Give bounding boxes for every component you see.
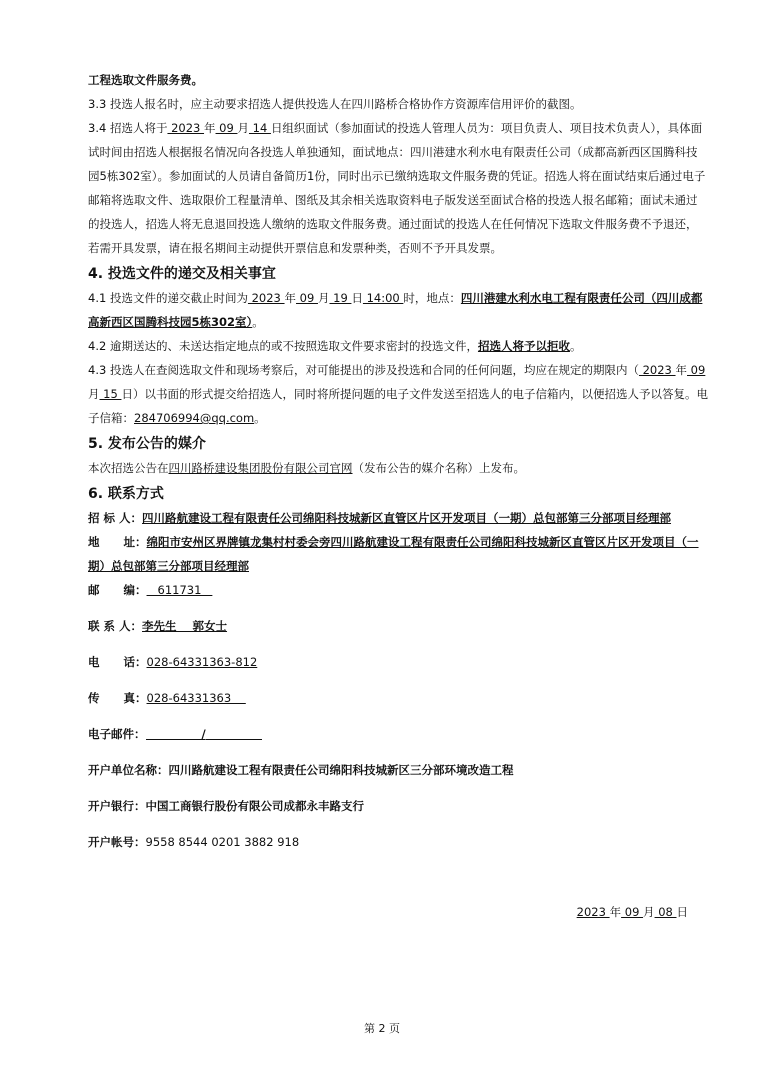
text: 年 (284, 291, 297, 305)
text: 日 (351, 291, 363, 305)
submission-place: 四川港建水利水电工程有限责任公司（四川成都高新西区国腾科技园5栋302室） (88, 291, 703, 329)
email-value: / (201, 727, 206, 741)
account-name-value: 四川路航建设工程有限责任公司绵阳科技城新区三分部环境改造工程 (168, 763, 514, 777)
reject-notice: 招选人将予以拒收 (477, 339, 570, 353)
text: 4.3 投选人在查阅选取文件和现场考察后，对可能提出的涉及投选和合同的任何问题，均应在规定的期限内（ (88, 363, 639, 377)
paragraph-4-3 (88, 358, 708, 430)
fax-label: 传 真： (88, 691, 147, 705)
paragraph-5 (88, 456, 708, 480)
text: 日）以书面的形式提交给招选人，同时将所提问题的电子文件发送至招选人的电子信箱内，以便招选人予以答复。电子信箱： (88, 387, 708, 425)
text: 日 (676, 905, 688, 919)
tender-label: 招 标 人： (88, 511, 143, 525)
account-no-value: 9558 8544 0201 3882 918 (145, 835, 300, 849)
bank-value: 中国工商银行股份有限公司成都永丰路支行 (145, 799, 364, 813)
question-day: 15 (99, 387, 122, 401)
text: 年 (675, 363, 688, 377)
date-day: 08 (654, 905, 677, 919)
interview-year: 2023 (167, 121, 205, 135)
text: 日组织面试（参加面试的投选人管理人员为：项目负责人、项目技术负责人），具体面试时间由招选人根据报名情况向各投选人单独通知，面试地点：四川港建水利水电有限责任公司（成都高新西区国腾科技园5栋302室）。参加面试的人员请自备简历1份，同时出示已缴纳选取文件服务费的凭证。招选人将在面试结束后通过电子邮箱将选取文件、选取限价工程量清单、图纸及其余相关选取资料电子版发送至面试合格的投选人报名邮箱；面试未通过的投选人，招选人将无息退回投选人缴纳的选取文件服务费。通过面试的投选人在任何情况下选取文件服务费不予退还，若需开具发票，请在报名期间主动提供开票信息和发票种类，否则不予开具发票。 (88, 121, 706, 255)
account-no-label: 开户帐号： (88, 835, 146, 849)
section-5-heading: 5. 发布公告的媒介 (88, 436, 206, 452)
tender-value: 四川路航建设工程有限责任公司绵阳科技城新区直管区片区开发项目（一期）总包部第三分部项目经理部 (142, 511, 672, 525)
question-year: 2023 (638, 363, 676, 377)
deadline-time: 14:00 (362, 291, 404, 305)
email-link[interactable]: 284706994@qq.com (134, 411, 255, 425)
section-4-heading: 4. 投选文件的递交及相关事宜 (88, 266, 276, 282)
deadline-year: 2023 (247, 291, 285, 305)
text: 本次招选公告在 (88, 461, 169, 475)
section-6-heading: 6. 联系方式 (88, 486, 164, 502)
account-no-line (88, 830, 708, 854)
text: 。 (569, 339, 582, 353)
text: 4.2 逾期送达的、未送达指定地点的或不按照选取文件要求密封的投选文件， (88, 339, 478, 353)
interview-month: 09 (215, 121, 238, 135)
text: 月 (317, 291, 330, 305)
deadline-day: 19 (329, 291, 352, 305)
bank-line (88, 794, 708, 818)
email-blank (206, 727, 262, 740)
paragraph-3-4 (88, 116, 708, 260)
email-blank (146, 727, 202, 740)
text: 年 (204, 121, 216, 135)
text: 月 (237, 121, 249, 135)
email-label: 电子邮件： (88, 727, 146, 741)
media-name: 四川路桥建设集团股份有限公司官网 (168, 461, 353, 475)
text: 3.4 招选人将于 (88, 121, 168, 135)
fax-value: 028-64331363 (146, 691, 246, 705)
tender-line (88, 506, 708, 530)
text: 月 (88, 387, 100, 401)
zip-line (88, 578, 708, 602)
document-body (88, 68, 708, 854)
date-year: 2023 (576, 905, 610, 919)
zip-value: 611731 (146, 583, 213, 597)
phone-label: 电 话： (88, 655, 147, 669)
text: 。 (254, 411, 266, 425)
paragraph-3-3: 3.3 投选人报名时，应主动要求招选人提供投选人在四川路桥合格协作方资源库信用评价的截图。 (88, 97, 582, 111)
text: 。 (252, 315, 264, 329)
deadline-month: 09 (296, 291, 318, 305)
question-month: 09 (687, 363, 706, 377)
paragraph-4-2 (88, 334, 708, 358)
paragraph-4-1 (88, 286, 708, 334)
address-label: 地 址： (88, 535, 147, 549)
text: （发布公告的媒介名称）上发布。 (352, 461, 525, 475)
address-value: 绵阳市安州区界牌镇龙集村村委会旁四川路航建设工程有限责任公司绵阳科技城新区直管区片区开发项目（一期）总包部第三分部项目经理部 (88, 535, 699, 573)
text: 月 (643, 905, 655, 919)
zip-label: 邮 编： (88, 583, 147, 597)
interview-day: 14 (248, 121, 271, 135)
text: 时，地点： (403, 291, 461, 305)
text: 4.1 投选文件的递交截止时间为 (88, 291, 248, 305)
continued-line: 工程选取文件服务费。 (88, 73, 203, 87)
phone-line (88, 650, 708, 674)
phone-value: 028-64331363-812 (146, 655, 258, 669)
address-line (88, 530, 708, 578)
bank-label: 开户银行： (88, 799, 146, 813)
text: 年 (609, 905, 622, 919)
fax-line (88, 686, 708, 710)
account-name-label: 开户单位名称： (88, 763, 169, 777)
contact-value: 李先生 郭女士 (142, 619, 228, 633)
date-month: 09 (621, 905, 644, 919)
contact-label: 联 系 人： (88, 619, 143, 633)
page-number: 第 2 页 (364, 1022, 400, 1035)
contact-line (88, 614, 708, 638)
email-line (88, 722, 708, 746)
document-date (577, 904, 688, 920)
account-name-line (88, 758, 708, 782)
